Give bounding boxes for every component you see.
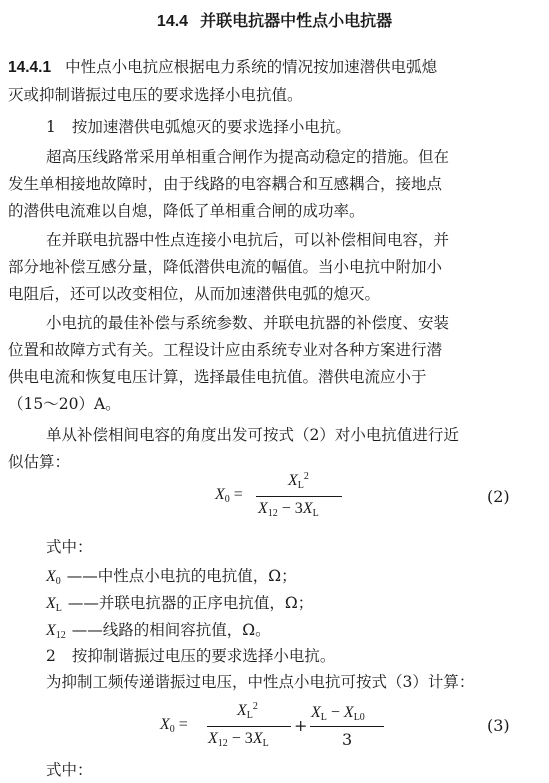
section-title-text: 并联电抗器中性点小电抗器 (200, 11, 393, 30)
def-x0-symbol: $X_0$ (46, 568, 61, 587)
eq3-number: (3) (487, 716, 510, 735)
eq2-number: (2) (487, 487, 510, 506)
def-xl-text: ——并联电抗器的正序电抗值，Ω； (67, 594, 314, 612)
eq3-plus: + (294, 716, 308, 735)
para4-line-1: 单从补偿相间电容的角度出发可按式（2）对小电抗值进行近 (46, 426, 459, 444)
where-label-1: 式中： (46, 538, 93, 556)
eq3-fraction-bar-2 (310, 726, 384, 727)
clause-number: 14.4.1 (8, 59, 52, 76)
def-x12-text: ——线路的相间容抗值，Ω。 (71, 621, 271, 639)
eq2-fraction (256, 472, 342, 520)
para3-line-4: （15～20）A。 (8, 395, 121, 413)
eq3-numerator-2: $X_L - X_{L0}$ (311, 704, 365, 723)
item-2 (46, 646, 335, 666)
eq3-fraction-2 (310, 702, 384, 750)
eq2-numerator: $X_L^2$ (288, 471, 309, 491)
para4-line-2: 似估算： (8, 453, 71, 471)
para1-line-1: 超高压线路常采用单相重合闸作为提高动稳定的措施。但在 (46, 148, 450, 166)
eq3-denominator-2: 3 (342, 730, 353, 749)
clause-line-1 (8, 57, 437, 78)
def-xl (46, 593, 313, 614)
item-1-text: 按加速潜供电弧熄灭的要求选择小电抗。 (71, 118, 351, 136)
para1-line-2: 发生单相接地故障时，由于线路的电容耦合和互感耦合，接地点 (8, 175, 443, 193)
clause-line-2: 灭或抑制谐振过电压的要求选择小电抗值。 (8, 86, 303, 104)
eq3-fraction-bar-1 (207, 726, 291, 727)
eq3-numerator-1: $X_L^2$ (237, 701, 258, 721)
item-2-number: 2 (46, 647, 56, 665)
para2-line-1: 在并联电抗器中性点连接小电抗后，可以补偿相间电容，并 (46, 231, 450, 249)
eq3-lhs: $X_0$ = (160, 716, 188, 735)
para5: 为抑制工频传递谐振过电压，中性点小电抗可按式（3）计算： (46, 673, 475, 691)
where-label-2: 式中： (46, 761, 93, 779)
eq2-lhs: $X_0$ = (215, 486, 243, 505)
para3-line-2: 位置和故障方式有关。工程设计应由系统专业对各种方案进行潜 (8, 341, 443, 359)
def-x12 (46, 620, 271, 641)
eq3-denominator-1: $X_{12} - 3X_L$ (208, 730, 269, 749)
def-x0 (46, 566, 297, 587)
para2-line-2: 部分地补偿互感分量，降低潜供电流的幅值。当小电抗中附加小 (8, 258, 443, 276)
eq2-fraction-bar (256, 496, 342, 497)
item-2-text: 按抑制谐振过电压的要求选择小电抗。 (71, 647, 336, 665)
def-x0-text: ——中性点小电抗的电抗值，Ω； (66, 567, 297, 585)
clause-text-1: 中性点小电抗应根据电力系统的情况按加速潜供电弧熄 (65, 58, 438, 76)
section-title (0, 8, 549, 31)
para3-line-1: 小电抗的最佳补偿与系统参数、并联电抗器的补偿度、安装 (46, 314, 450, 332)
def-x12-symbol: $X_{12}$ (46, 622, 66, 641)
para3-line-3: 供电电流和恢复电压计算，选择最佳电抗值。潜供电流应小于 (8, 368, 427, 386)
section-number: 14.4 (156, 13, 189, 30)
item-1 (46, 117, 351, 137)
para1-line-3: 的潜供电流难以自熄，降低了单相重合闸的成功率。 (8, 202, 365, 220)
def-xl-symbol: $X_L$ (46, 595, 62, 614)
eq2-denominator: $X_{12} - 3X_L$ (258, 500, 319, 519)
eq3-fraction-1 (207, 702, 291, 750)
para2-line-3: 电阻后，还可以改变相位，从而加速潜供电弧的熄灭。 (8, 285, 381, 303)
item-1-number: 1 (46, 118, 56, 136)
